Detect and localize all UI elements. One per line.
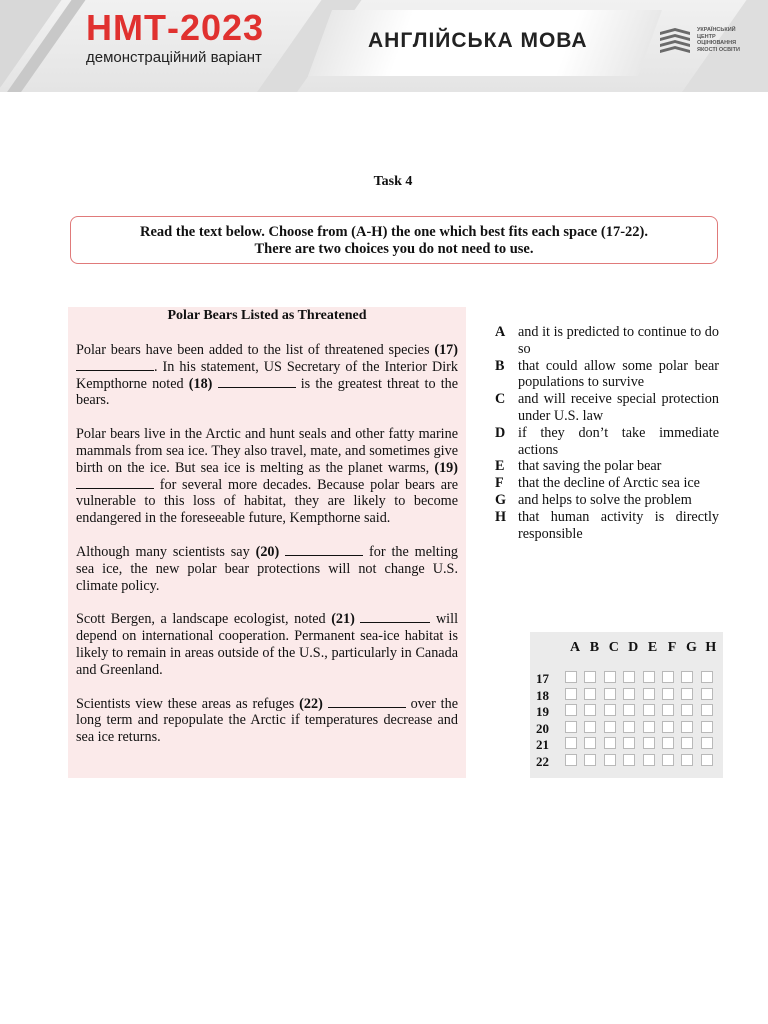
answer-cell-18-g[interactable] — [681, 688, 693, 700]
answer-cell-17-d[interactable] — [623, 671, 635, 683]
answer-cell-20-b[interactable] — [584, 721, 596, 733]
answer-cell-17-f[interactable] — [662, 671, 674, 683]
option-text: that human activity is directly responsible — [518, 508, 719, 542]
answer-cell-21-h[interactable] — [701, 737, 713, 749]
gap-22-number: (22) — [299, 695, 323, 712]
answer-cell-19-c[interactable] — [604, 704, 616, 716]
grid-row-20 — [536, 720, 722, 736]
answer-cell-21-a[interactable] — [565, 737, 577, 749]
grid-row-18 — [536, 687, 722, 703]
answer-cell-20-d[interactable] — [623, 721, 635, 733]
option-text: that could allow some polar bear populations to survive — [518, 357, 719, 391]
gap-21-number: (21) — [331, 611, 355, 628]
exam-subtitle: демонстраційний варіант — [86, 49, 262, 66]
grid-column-e: E — [647, 640, 658, 655]
instruction-line-2: There are two choices you do not need to use. — [254, 241, 534, 257]
option-text: and will receive special protection under U.S. law — [518, 391, 719, 424]
grid-column-a: A — [569, 640, 581, 655]
answer-cell-22-h[interactable] — [701, 754, 713, 766]
option-letter: C — [495, 391, 506, 408]
answer-cell-19-f[interactable] — [662, 704, 674, 716]
answer-cell-17-e[interactable] — [643, 671, 655, 683]
answer-cell-20-h[interactable] — [701, 721, 713, 733]
passage-paragraph-4: Scott Bergen, a landscape ecologist, noted (21) will depend on international cooperation. Permanent sea-ice habitat is likely to remain in areas outside of the U.S., particularly in Canada and Greenland. — [76, 611, 459, 678]
option-letter: D — [495, 424, 506, 441]
grid-column-g: G — [685, 640, 697, 655]
answer-cell-20-a[interactable] — [565, 721, 577, 733]
answer-cell-21-g[interactable] — [681, 737, 693, 749]
instruction-line-1: Read the text below. Choose from (A-H) the one which best fits each space (17-22). — [140, 224, 648, 240]
subject-title: АНГЛІЙСЬКА МОВА — [368, 29, 588, 52]
passage-paragraph-3: Although many scientists say (20) for the melting sea ice, the new polar bear protections will not change U.S. climate policy. — [76, 543, 459, 594]
answer-cell-19-a[interactable] — [565, 704, 577, 716]
gap-18-number: (18) — [188, 375, 213, 392]
task-title: Task 4 — [373, 174, 413, 189]
passage-title: Polar Bears Listed as Threatened — [167, 308, 367, 323]
grid-column-b: B — [589, 640, 600, 655]
grid-row-number: 18 — [536, 687, 549, 703]
answer-cell-22-d[interactable] — [623, 754, 635, 766]
grid-row-number: 19 — [536, 704, 549, 720]
answer-cell-21-f[interactable] — [662, 737, 674, 749]
option-text: and helps to solve the problem — [518, 491, 692, 508]
grid-row-22 — [536, 753, 722, 769]
gap-21 — [360, 611, 430, 623]
answer-cell-20-e[interactable] — [643, 721, 655, 733]
answer-cell-18-e[interactable] — [643, 688, 655, 700]
option-c — [495, 391, 719, 425]
answer-options — [495, 324, 719, 542]
answer-cell-20-f[interactable] — [662, 721, 674, 733]
option-d — [495, 425, 719, 459]
passage-paragraph-1: Polar bears have been added to the list of threatened species (17) . In his statement, US Secretary of the Interior Dirk Kempthorne noted (18) is the greatest threat to the bears. — [76, 342, 459, 409]
grid-column-h: H — [705, 640, 717, 655]
answer-cell-22-c[interactable] — [604, 754, 616, 766]
answer-cell-22-g[interactable] — [681, 754, 693, 766]
grid-row-19 — [536, 703, 722, 719]
header-banner — [0, 0, 768, 92]
option-text: that saving the polar bear — [518, 458, 662, 475]
answer-cell-17-a[interactable] — [565, 671, 577, 683]
grid-row-number: 22 — [536, 754, 549, 769]
gap-20 — [285, 544, 363, 556]
passage-paragraph-2: Polar bears live in the Arctic and hunt seals and other fatty marine mammals from sea ice. They also travel, mate, and sometimes give birth on the ice. But sea ice is melting as the planet warms, (19) for several more decades. Because polar bears are vulnerable to this loss of habitat, they are likely to become endangered in the foreseeable future, Kempthorne said. — [76, 426, 459, 527]
option-text: if they don’t take immediate actions — [518, 424, 719, 458]
grid-row-number: 17 — [536, 671, 549, 686]
grid-row-17 — [536, 670, 722, 686]
option-letter: A — [495, 324, 506, 340]
gap-18 — [218, 376, 296, 388]
answer-cell-21-c[interactable] — [604, 737, 616, 749]
option-g — [495, 492, 719, 509]
answer-cell-17-b[interactable] — [584, 671, 596, 683]
answer-cell-19-e[interactable] — [643, 704, 655, 716]
ucoya-logo-icon — [658, 28, 692, 56]
answer-cell-21-d[interactable] — [623, 737, 635, 749]
answer-cell-19-d[interactable] — [623, 704, 635, 716]
option-letter: G — [495, 491, 507, 508]
answer-cell-22-a[interactable] — [565, 754, 577, 766]
grid-column-c: C — [608, 640, 619, 655]
answer-cell-17-g[interactable] — [681, 671, 693, 683]
answer-cell-21-b[interactable] — [584, 737, 596, 749]
answer-cell-18-f[interactable] — [662, 688, 674, 700]
answer-cell-19-b[interactable] — [584, 704, 596, 716]
exam-title: НМТ-2023 — [86, 7, 265, 48]
answer-grid — [530, 632, 723, 778]
grid-row-number: 20 — [536, 720, 549, 736]
reading-passage — [68, 307, 466, 778]
answer-cell-18-b[interactable] — [584, 688, 596, 700]
option-f — [495, 475, 719, 492]
option-text: and it is predicted to continue to do so — [518, 324, 719, 357]
option-letter: B — [495, 357, 505, 374]
gap-20-number: (20) — [255, 543, 280, 560]
option-e — [495, 458, 719, 475]
gap-17 — [76, 359, 154, 371]
grid-row-number: 21 — [536, 737, 549, 753]
answer-cell-21-e[interactable] — [643, 737, 655, 749]
option-b — [495, 358, 719, 392]
option-h — [495, 509, 719, 543]
answer-cell-22-e[interactable] — [643, 754, 655, 766]
passage-paragraph-5: Scientists view these areas as refuges (22) over the long term and repopulate the Arctic if temperatures decrease and sea ice returns. — [76, 695, 459, 746]
option-a — [495, 324, 719, 358]
option-letter: E — [495, 458, 505, 475]
answer-cell-18-h[interactable] — [701, 688, 713, 700]
gap-19-number: (19) — [434, 459, 458, 476]
answer-cell-22-f[interactable] — [662, 754, 674, 766]
grid-row-21 — [536, 736, 722, 752]
answer-cell-19-g[interactable] — [681, 704, 693, 716]
answer-cell-19-h[interactable] — [701, 704, 713, 716]
gap-17-number: (17) — [434, 342, 458, 358]
answer-cell-18-d[interactable] — [623, 688, 635, 700]
answer-cell-20-g[interactable] — [681, 721, 693, 733]
answer-cell-17-h[interactable] — [701, 671, 713, 683]
gap-19 — [76, 477, 154, 489]
option-letter: H — [495, 508, 507, 525]
option-letter: F — [495, 475, 504, 492]
answer-cell-18-a[interactable] — [565, 688, 577, 700]
grid-column-d: D — [628, 640, 639, 655]
answer-cell-22-b[interactable] — [584, 754, 596, 766]
logo-text: УКРАЇНСЬКИЙ ЦЕНТР ОЦІНЮВАННЯ ЯКОСТІ ОСВІТИ — [697, 27, 740, 53]
task-instruction — [70, 216, 718, 264]
answer-cell-20-c[interactable] — [604, 721, 616, 733]
answer-cell-17-c[interactable] — [604, 671, 616, 683]
grid-column-f: F — [667, 640, 677, 655]
answer-cell-18-c[interactable] — [604, 688, 616, 700]
option-text: that the decline of Arctic sea ice — [518, 475, 700, 492]
gap-22 — [328, 696, 406, 708]
